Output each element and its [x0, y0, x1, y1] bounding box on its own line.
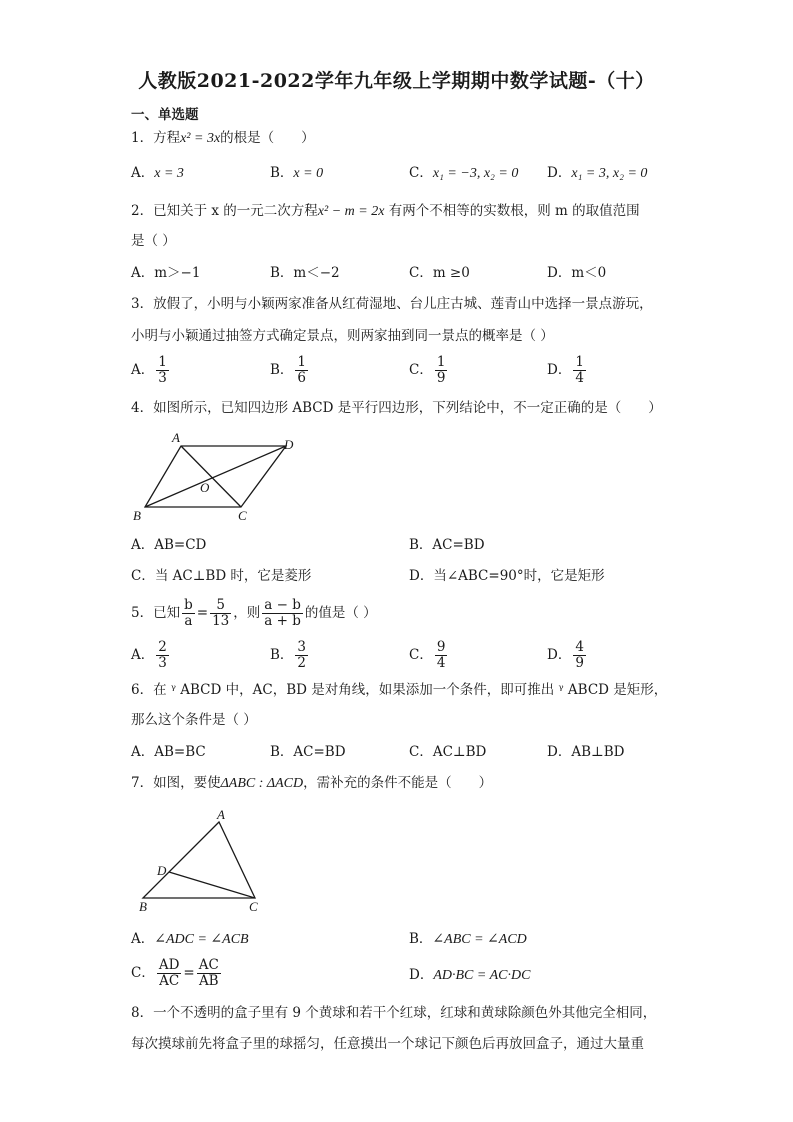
vertex-label-d: D: [284, 437, 294, 452]
diagonal-ac: [181, 446, 241, 507]
q3-option-a: A． $\frac{1}{3}$: [131, 354, 167, 386]
q2-option-b: B．m＜−2: [270, 265, 340, 281]
q6-option-a: A．AB=BC: [131, 744, 206, 760]
q4-option-a: A．AB=CD: [131, 537, 207, 553]
question-2-line-2: 是（ ）: [131, 233, 176, 249]
q1-equation: x² = 3x: [180, 131, 221, 146]
question-6-line-2: 那么这个条件是（ ）: [131, 712, 257, 728]
center-label-o: O: [200, 480, 210, 495]
q1-option-d: D．x₁ = 3, x₂ = 0: [547, 165, 648, 181]
q6-option-d: D．AB⊥BD: [547, 744, 625, 760]
q7-option-c: C． $\frac{AD}{AC}$ = $\frac{AC}{AB}$: [131, 957, 219, 989]
question-2-line-1: 2．已知关于 x 的一元二次方程x² − m = 2x 有两个不相等的实数根，则 m 的取值范围: [131, 203, 640, 219]
point-label-d: D: [157, 863, 167, 878]
question-7-stem: 7．如图，要使ΔABC : ΔACD，需补充的条件不能是（ ）: [131, 775, 493, 791]
q2-option-c: C．m ≥0: [409, 265, 470, 281]
triangle-figure: [131, 808, 271, 918]
q7-similarity: ΔABC : ΔACD: [220, 776, 304, 791]
parallelogram-figure: [131, 430, 301, 525]
vertex-label-c: C: [249, 899, 258, 914]
q4-option-d: D．当∠ABC=90°时，它是矩形: [409, 568, 605, 584]
question-3-line-2: 小明与小颖通过抽签方式确定景点，则两家抽到同一景点的概率是（ ）: [131, 328, 554, 344]
q5-option-b: B． $\frac{3}{2}$: [270, 639, 307, 671]
section-heading: 一、单选题: [131, 107, 199, 123]
q3-option-c: C． $\frac{1}{9}$: [409, 354, 446, 386]
question-8-line-2: 每次摸球前先将盒子里的球摇匀，任意摸出一个球记下颜色后再放回盒子，通过大量重: [131, 1036, 644, 1052]
q2-option-a: A．m＞−1: [131, 265, 201, 281]
diagonal-bd: [145, 446, 286, 507]
q1-option-b: B．x = 0: [270, 165, 324, 181]
q5-option-a: A． $\frac{2}{3}$: [131, 639, 167, 671]
question-5-stem: 5．已知 $\frac{b}{a}$ = $\frac{5}{13}$ ，则 $\frac{a - b}{a + b}$ 的值是（ ）: [131, 597, 377, 629]
q7-option-b: B．∠ABC = ∠ACD: [409, 931, 527, 947]
question-1-stem: 1．方程x² = 3x的根是（ ）: [131, 130, 315, 146]
q1-option-c: C．x₁ = −3, x₂ = 0: [409, 165, 519, 181]
q2-equation: x² − m = 2x: [317, 204, 385, 219]
q1-option-a: A．x = 3: [131, 165, 184, 181]
q6-option-c: C．AC⊥BD: [409, 744, 487, 760]
question-8-line-1: 8．一个不透明的盒子里有 9 个黄球和若干个红球，红球和黄球除颜色外其他完全相同，: [131, 1005, 657, 1021]
question-4-stem: 4．如图所示，已知四边形 ABCD 是平行四边形，下列结论中，不一定正确的是（ ）: [131, 400, 662, 416]
q3-option-b: B． $\frac{1}{6}$: [270, 354, 307, 386]
q4-option-c: C．当 AC⊥BD 时，它是菱形: [131, 568, 312, 584]
q4-option-b: B．AC=BD: [409, 537, 485, 553]
vertex-label-b: B: [133, 508, 141, 523]
q7-option-a: A．∠ADC = ∠ACB: [131, 931, 249, 947]
q5-option-c: C． $\frac{9}{4}$: [409, 639, 446, 671]
exam-title: 人教版2021-2022学年九年级上学期期中数学试题-（十）: [138, 70, 655, 92]
triangle-abc: [143, 822, 255, 898]
q5-option-d: D． $\frac{4}{9}$: [547, 639, 584, 671]
vertex-label-c: C: [238, 508, 247, 523]
vertex-label-b: B: [139, 899, 147, 914]
vertex-label-a: A: [217, 807, 225, 822]
q7-option-d: D．AD·BC = AC·DC: [409, 967, 531, 983]
vertex-label-a: A: [172, 430, 180, 445]
segment-dc: [169, 872, 255, 898]
q3-option-d: D． $\frac{1}{4}$: [547, 354, 584, 386]
q2-option-d: D．m＜0: [547, 265, 607, 281]
question-6-line-1: 6．在 ᵞ ABCD 中，AC，BD 是对角线，如果添加一个条件，即可推出 ᵞ ABCD 是矩形，: [131, 682, 668, 698]
q6-option-b: B．AC=BD: [270, 744, 346, 760]
question-3-line-1: 3．放假了，小明与小颖两家准备从红荷湿地、台儿庄古城、莲青山中选择一景点游玩，: [131, 296, 653, 312]
